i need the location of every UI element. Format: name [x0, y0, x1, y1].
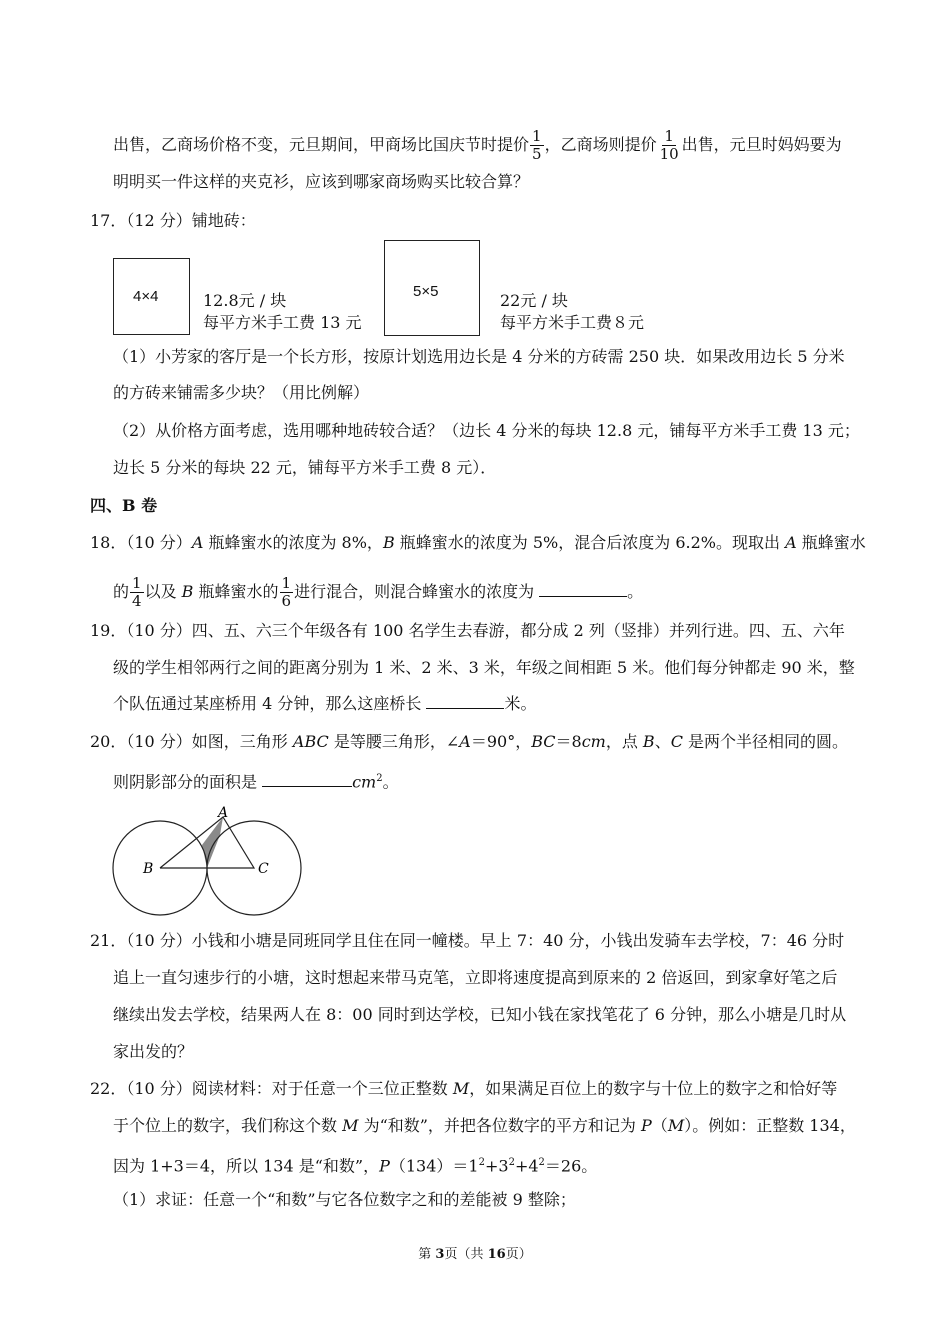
q21-line-1: 21．（10 分）小钱和小塘是同班同学且住在同一幢楼。早上 7：40 分，小钱出发骑车去学校，7：46 分时 [90, 931, 845, 950]
q17-part1-line-2: 的方砖来铺需多少块？（用比例解） [113, 383, 370, 402]
tile-5x5-price: 22元 / 块 [500, 291, 568, 310]
circles-triangle-figure [110, 805, 310, 925]
q21-line-3: 继续出发去学校，结果两人在 8：00 同时到达学校，已知小钱在家找笔花了 6 分钟，那么小塘是几时从 [113, 1005, 847, 1024]
answer-blank[interactable] [539, 582, 627, 597]
fraction-one-quarter: $\frac{1}{4}$ [132, 574, 142, 610]
q16-line-2: 明明买一件这样的夹克衫，应该到哪家商场购买比较合算？ [113, 172, 530, 191]
q18-line-1: 18．（10 分）A 瓶蜂蜜水的浓度为 8%，B 瓶蜂蜜水的浓度为 5%，混合后浓度为 6.2%。现取出 A 瓶蜂蜜水 [90, 533, 866, 552]
label-a: A [218, 805, 229, 821]
q19-line-3: 个队伍通过某座桥用 4 分钟，那么这座桥长 米。 [113, 694, 537, 713]
q18-line-2: 的 $\frac{1}{4}$ 以及 B 瓶蜂蜜水的 $\frac{1}{6}$ 进行混合，则混合蜂蜜水的浓度为 。 [113, 574, 644, 610]
q21-line-4: 家出发的？ [113, 1042, 194, 1061]
q20-line-2: 则阴影部分的面积是 $cm^2$。 [113, 772, 399, 792]
label-b: B [143, 861, 154, 877]
fraction-one-sixth: $\frac{1}{6}$ [281, 574, 292, 610]
section-heading: 四、B 卷 [90, 496, 158, 515]
answer-blank[interactable] [262, 772, 352, 787]
answer-blank[interactable] [426, 694, 504, 709]
tile-5x5 [384, 240, 480, 336]
q20-line-1: 20．（10 分）如图，三角形 ABC 是等腰三角形，∠A＝90°，BC＝8cm，点 B、C 是两个半径相同的圆。 [90, 732, 849, 751]
q22-line-3: 因为 1+3＝4，所以 134 是“和数”，$P(134)=1^2+3^2+4^2=26$。 [113, 1156, 598, 1176]
tile-4x4-label: 4×4 [133, 288, 159, 305]
tile-5x5-label: 5×5 [413, 283, 439, 300]
fraction-one-fifth: $\frac{1}{5}$ [532, 127, 542, 163]
q22-line-1: 22．（10 分）阅读材料：对于任意一个三位正整数 M，如果满足百位上的数字与十位上的数字之和恰好等 [90, 1079, 838, 1098]
q17-part2-line-1: （2）从价格方面考虑，选用哪种地砖较合适？（边长 4 分米的每块 12.8 元，铺每平方米手工费 13 元； [113, 421, 860, 440]
q16-line-1: 出售，乙商场价格不变，元旦期间，甲商场比国庆节时提价 $\frac{1}{5}$ ，乙商场则提价 $\frac{1}{10}$ 出售，元旦时妈妈要为 [113, 127, 842, 163]
q22-part1: （1）求证：任意一个“和数”与它各位数字之和的差能被 9 整除； [113, 1190, 576, 1209]
tile-4x4 [113, 258, 190, 335]
fraction-one-tenth: $\frac{1}{10}$ [659, 127, 679, 163]
q22-line-2: 于个位上的数字，我们称这个数 M 为“和数”，并把各位数字的平方和记为 P（M）。例如：正整数 134， [113, 1116, 856, 1135]
q17-part1-line-1: （1）小芳家的客厅是一个长方形，按原计划选用边长是 4 分米的方砖需 250 块．如果改用边长 5 分米 [113, 347, 845, 366]
q19-line-2: 级的学生相邻两行之间的距离分别为 1 米、2 米、3 米，年级之间相距 5 米。他们每分钟都走 90 米，整 [113, 658, 855, 677]
label-c: C [258, 861, 269, 877]
tile-4x4-price: 12.8元 / 块 [203, 291, 287, 310]
q17-title: 17．（12 分）铺地砖： [90, 211, 256, 230]
q17-part2-line-2: 边长 5 分米的每块 22 元，铺每平方米手工费 8 元）． [113, 458, 497, 477]
tile-5x5-labor: 每平方米手工费８元 [500, 313, 645, 332]
tile-4x4-labor: 每平方米手工费 13 元 [203, 313, 362, 332]
page-footer: 第 3页（共 16页） [418, 1247, 532, 1262]
q21-line-2: 追上一直匀速步行的小塘，这时想起来带马克笔，立即将速度提高到原来的 2 倍返回，到家拿好笔之后 [113, 968, 838, 987]
q19-line-1: 19．（10 分）四、五、六三个年级各有 100 名学生去春游，都分成 2 列（竖排）并列行进。四、五、六年 [90, 621, 845, 640]
shaded-region [202, 817, 223, 868]
